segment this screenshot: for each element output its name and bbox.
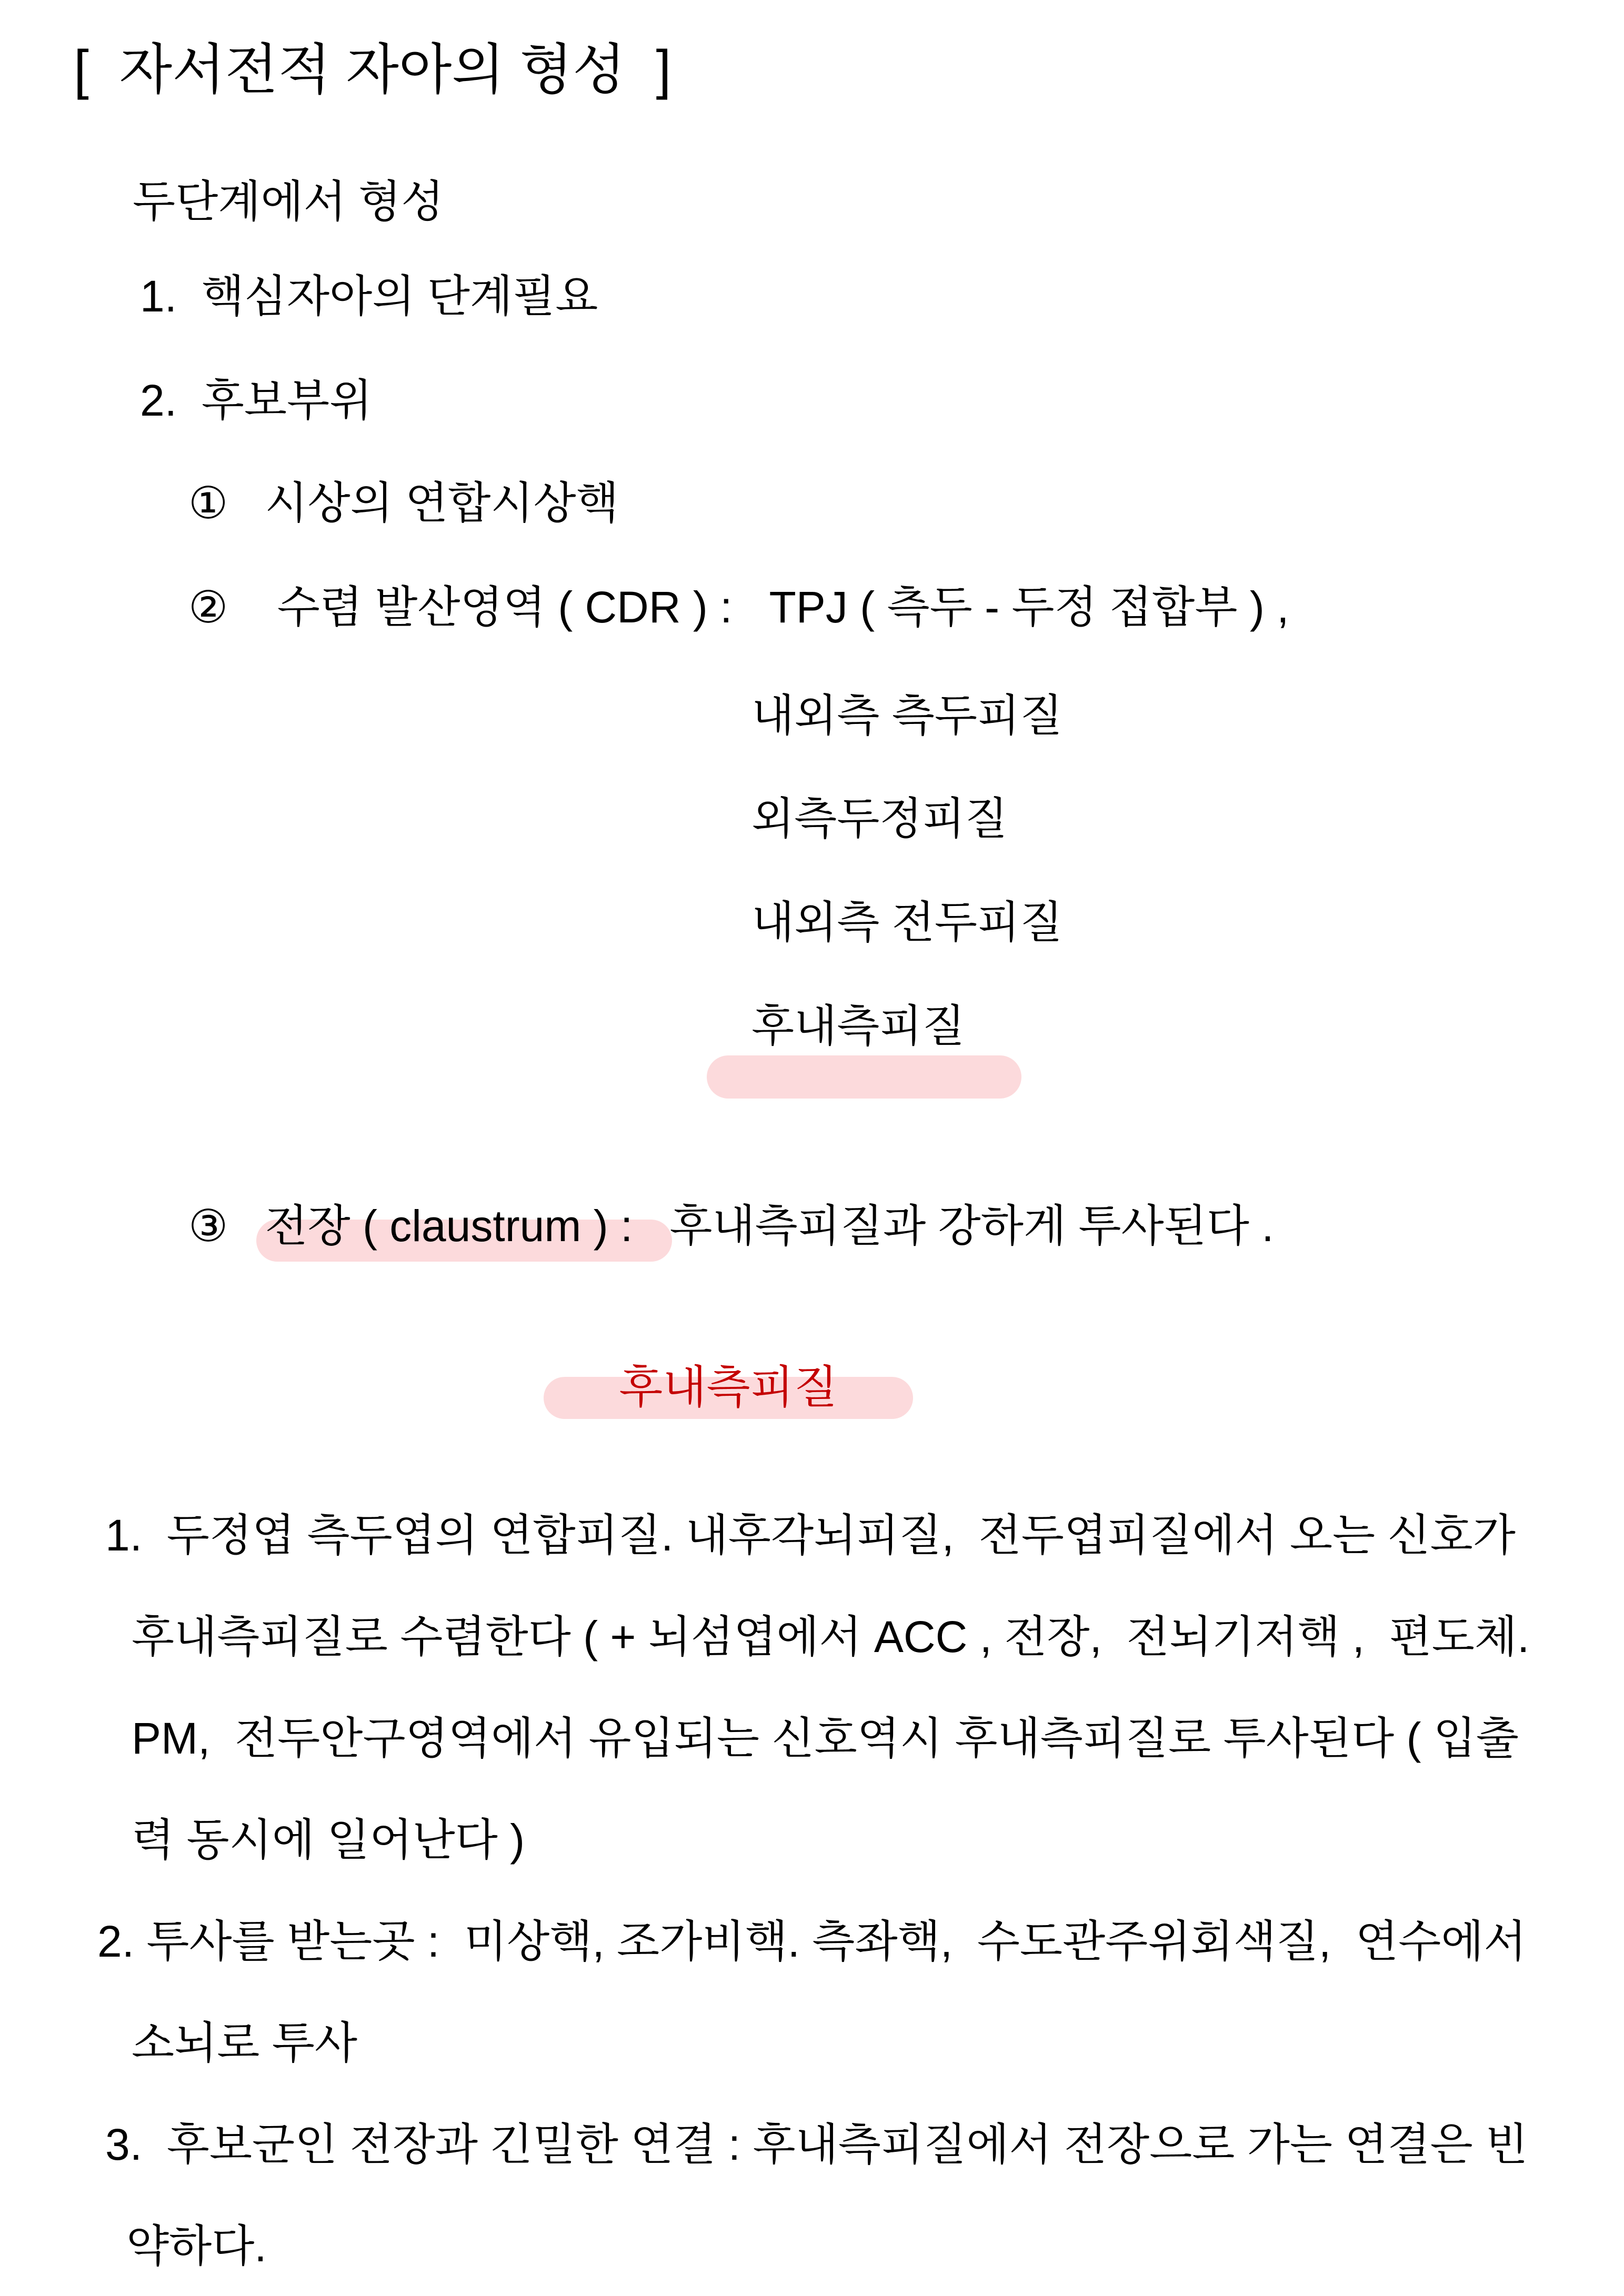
candidate2-sub-item: 후내측피질 [751,1001,965,1051]
candidate-item-3: ③ 전장 ( claustrum ) : 후내측피질과 강하게 투사된다 . [188,1201,1274,1251]
outline-item-2: 2. 후보부위 [140,376,373,425]
candidate-item-1: ① 시상의 연합시상핵 [188,478,619,528]
body-line-4: 력 동시에 일어난다 ) [132,1815,525,1865]
candidate2-sub-item: 외측두정피질 [751,794,1008,843]
body-line-8: 약하다. [126,2221,267,2271]
highlight-pill-sublist [707,1055,1021,1099]
red-section-heading: 후내측피질 [619,1362,838,1413]
body-line-1: 1. 두정엽 측두엽의 연합피질. 내후각뇌피질, 전두엽피질에서 오는 신호가 [105,1510,1516,1560]
candidate2-sub-item: 내외측 전두피질 [751,898,1063,947]
body-line-7: 3. 후보군인 전장과 긴밀한 연결 : 후내측피질에서 전장으로 가는 연결은 빈 [105,2120,1528,2169]
body-line-3: PM, 전두안구영역에서 유입되는 신호역시 후내측피질로 투사된다 ( 입출 [132,1714,1519,1763]
candidate-item-2: ② 수렴 발산영역 ( CDR ) : TPJ ( 측두 - 두정 접합부 ) , [188,582,1289,632]
body-line-6: 소뇌로 투사 [132,2018,358,2068]
candidate2-sub-item: 내외측 측두피질 [751,691,1063,740]
outline-item-1: 1. 핵심자아의 단계필요 [140,271,598,321]
subtitle-line: 두단계에서 형성 [133,177,444,226]
body-line-5: 2. 투사를 받는곳 : 미상핵, 조가비핵. 측좌핵, 수도관주위회색질, 연수에서 [97,1917,1527,1966]
page-title: [ 자서전적 자아의 형성 ] [74,39,671,100]
body-line-2: 후내측피질로 수렴한다 ( + 뇌섬엽에서 ACC , 전장, 전뇌기저핵 , 편도체. [132,1612,1530,1661]
